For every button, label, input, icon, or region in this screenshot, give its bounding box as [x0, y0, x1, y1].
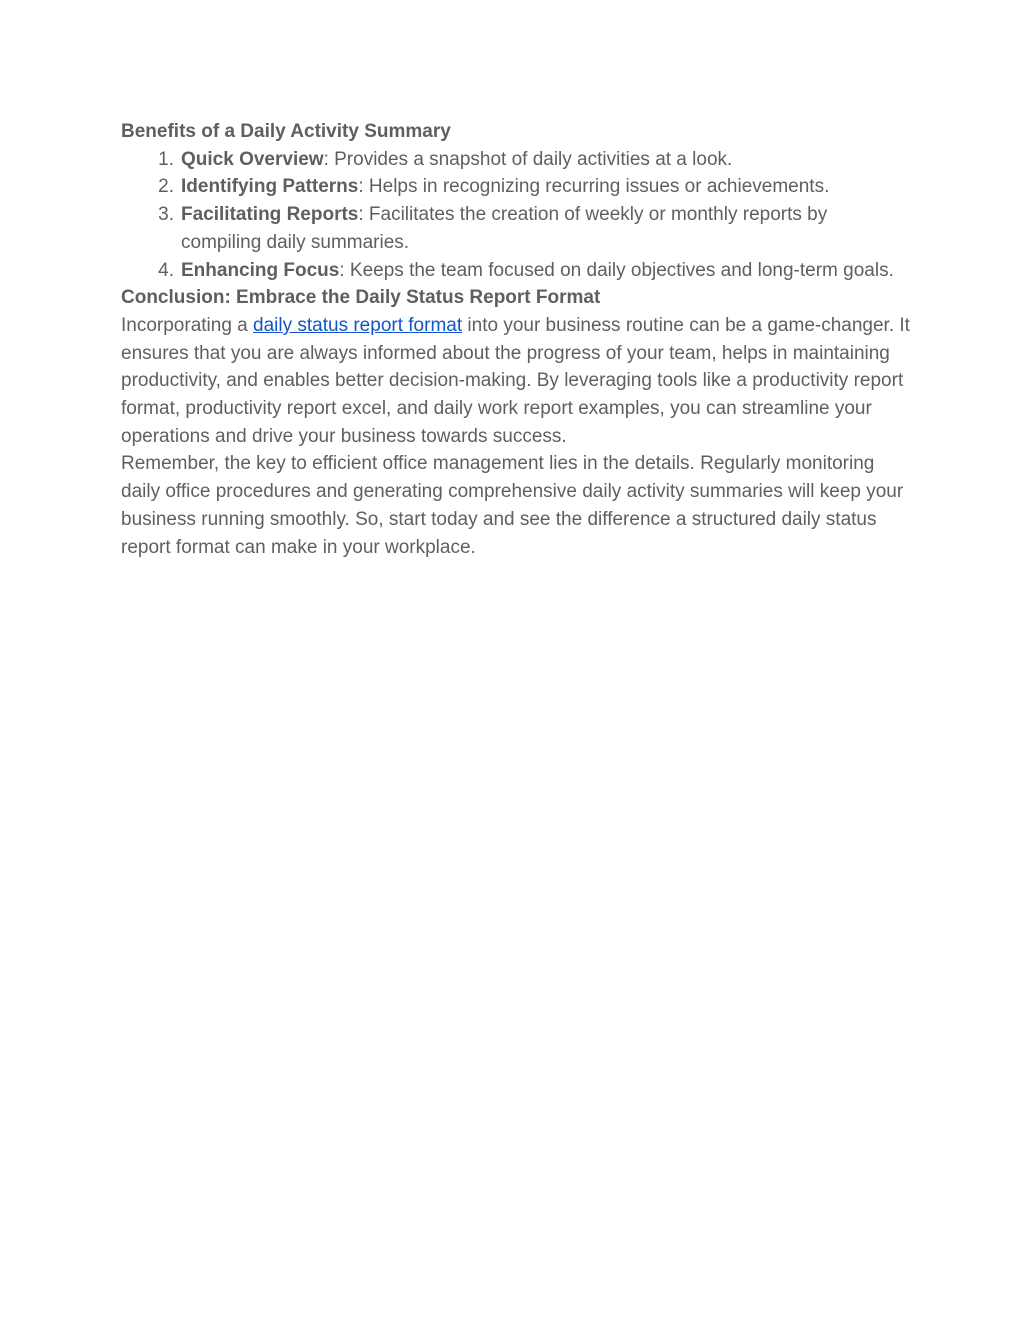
closing-paragraph: Remember, the key to efficient office management lies in the details. Regularly monitoring daily office procedures and generating comprehensive daily activity summaries will keep your business running smoothly. So, start today and see the difference a structured daily status report format can make in your workplace.	[121, 453, 904, 558]
list-item	[158, 201, 911, 256]
list-item-number: 2.	[158, 176, 174, 198]
conclusion-title: Conclusion: Embrace the Daily Status Report Format	[121, 287, 601, 309]
list-item-term: Identifying Patterns	[181, 176, 359, 198]
list-item	[158, 257, 911, 285]
list-item-text: : Keeps the team focused on daily objectives and long-term goals.	[339, 259, 894, 281]
daily-status-report-format-link[interactable]: daily status report format	[253, 314, 463, 336]
list-item	[158, 173, 911, 201]
conclusion-paragraph	[121, 312, 911, 451]
list-item-term: Facilitating Reports	[181, 204, 359, 226]
list-item-term: Quick Overview	[181, 148, 324, 170]
list-item-term: Enhancing Focus	[181, 259, 340, 281]
list-item-text: : Provides a snapshot of daily activities at a look.	[323, 148, 733, 170]
list-item-text: : Helps in recognizing recurring issues or achievements.	[358, 176, 830, 198]
section-title: Benefits of a Daily Activity Summary	[121, 121, 451, 142]
list-item-number: 3.	[158, 204, 174, 226]
document-page	[121, 118, 911, 561]
paragraph-text-before-link: Incorporating a	[121, 314, 254, 336]
benefits-list	[121, 146, 911, 285]
list-item	[158, 146, 911, 174]
paragraph-text-after-link: into your business routine can be a game-changer. It ensures that you are always informed about the progress of your team, helps in maintaining productivity, and enables better decision-making. By leveraging tools like a productivity report format, productivity report excel, and daily work report examples, you can streamline your operations and drive your business towards success.	[121, 314, 910, 447]
list-item-number: 1.	[158, 148, 174, 170]
list-item-text: : Facilitates the creation of weekly or monthly reports by compiling daily summaries.	[181, 204, 828, 253]
list-item-number: 4.	[158, 259, 174, 281]
